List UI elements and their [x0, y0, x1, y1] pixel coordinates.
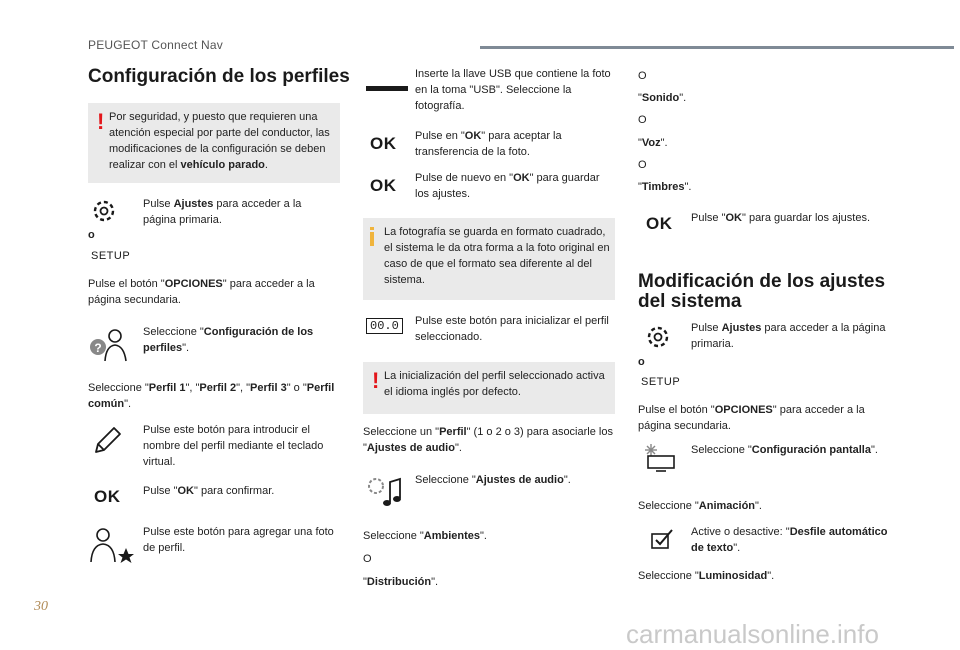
timbres-option: "Timbres".: [638, 181, 692, 193]
or-label: o: [88, 229, 95, 241]
select-profile-audio-instruction: Seleccione un "Perfil" (1 o 2 o 3) para asociarle los "Ajustes de audio".: [363, 426, 613, 454]
warning-icon: !: [97, 109, 105, 134]
screen-settings-icon: [642, 442, 678, 472]
setup-button-icon: SETUP: [91, 250, 131, 262]
reset-profile-icon: 00.0: [366, 318, 403, 334]
add-photo-instruction: Pulse este botón para agregar una foto de perfil.: [143, 526, 334, 554]
ok-icon: OK: [94, 487, 121, 506]
pencil-icon: [92, 424, 122, 456]
add-profile-photo-icon: [88, 526, 134, 564]
or-label: O: [638, 159, 647, 171]
config-perfiles-instruction: Seleccione "Configuración de los perfiles".: [143, 326, 314, 354]
warning-icon: !: [372, 368, 380, 393]
page-number: 30: [34, 599, 48, 614]
running-header: PEUGEOT Connect Nav: [88, 38, 223, 52]
ajustes-instruction: Pulse Ajustes para acceder a la página primaria.: [691, 322, 886, 350]
safety-warning-box: [88, 103, 340, 183]
section-heading-profiles: Configuración de los perfiles: [88, 66, 350, 87]
ok-icon: OK: [646, 214, 673, 233]
settings-gear-icon: [91, 198, 117, 224]
header-rule: [480, 46, 954, 49]
settings-gear-icon: [645, 324, 671, 350]
opciones-instruction: Pulse el botón "OPCIONES" para acceder a la página secundaria.: [88, 278, 315, 306]
ok-icon: OK: [370, 176, 397, 195]
ok-icon: OK: [370, 134, 397, 153]
photo-info-text: La fotografía se guarda en formato cuadrado, el sistema le da otra forma a la foto original en caso de que el formato sea diferente al del sistema.: [384, 226, 610, 286]
or-label: o: [638, 356, 645, 368]
ok-save-instruction: Pulse de nuevo en "OK" para guardar los ajustes.: [415, 172, 600, 200]
usb-bar-icon: [366, 86, 408, 91]
select-profile-instruction: Seleccione "Perfil 1", "Perfil 2", "Perfil 3" o "Perfil común".: [88, 382, 335, 410]
ajustes-instruction: Pulse Ajustes para acceder a la página primaria.: [143, 198, 302, 226]
or-label: O: [363, 553, 372, 565]
ok-accept-instruction: Pulse en "OK" para aceptar la transferencia de la foto.: [415, 130, 562, 158]
edit-name-instruction: Pulse este botón para introducir el nombre del perfil mediante el teclado virtual.: [143, 424, 324, 468]
checkbox-icon: [650, 528, 674, 550]
reset-warning-text: La inicialización del perfil seleccionado activa el idioma inglés por defecto.: [384, 370, 605, 398]
watermark: carmanualsonline.info: [626, 619, 879, 649]
sonido-option: "Sonido".: [638, 92, 687, 104]
profile-settings-icon: [88, 327, 130, 363]
opciones-instruction: Pulse el botón "OPCIONES" para acceder a la página secundaria.: [638, 404, 865, 432]
svg-text:?: ?: [94, 341, 102, 355]
audio-instruction: Seleccione "Ajustes de audio".: [415, 474, 571, 486]
section-heading-system: Modificación de los ajustes del sistema: [638, 271, 886, 312]
ambientes-option: Seleccione "Ambientes".: [363, 530, 487, 542]
photo-info-box: [363, 218, 615, 300]
voz-option: "Voz".: [638, 137, 668, 149]
distribucion-option: "Distribución".: [363, 576, 439, 588]
or-label: O: [638, 114, 647, 126]
info-icon-dot: [370, 227, 374, 230]
or-label: O: [638, 70, 647, 82]
reset-warning-box: [363, 362, 615, 414]
desfile-instruction: Active o desactive: "Desfile automático de texto".: [691, 526, 888, 554]
setup-button-icon: SETUP: [641, 376, 681, 388]
usb-instruction: Inserte la llave USB que contiene la foto en la toma "USB". Seleccione la fotografía.: [415, 68, 611, 112]
ok-save-settings-instruction: Pulse "OK" para guardar los ajustes.: [691, 212, 871, 224]
ok-confirm-instruction: Pulse "OK" para confirmar.: [143, 485, 275, 497]
safety-warning-text: Por seguridad, y puesto que requieren una atención especial por parte del conductor, las modificaciones de la configuración se deben realizar con el vehículo parado.: [109, 111, 330, 171]
pantalla-instruction: Seleccione "Configuración pantalla".: [691, 444, 878, 456]
audio-settings-icon: [366, 474, 406, 510]
luminosidad-instruction: Seleccione "Luminosidad".: [638, 570, 775, 582]
reset-instruction: Pulse este botón para inicializar el perfil seleccionado.: [415, 315, 609, 343]
info-icon: [370, 232, 374, 246]
animacion-instruction: Seleccione "Animación".: [638, 500, 762, 512]
